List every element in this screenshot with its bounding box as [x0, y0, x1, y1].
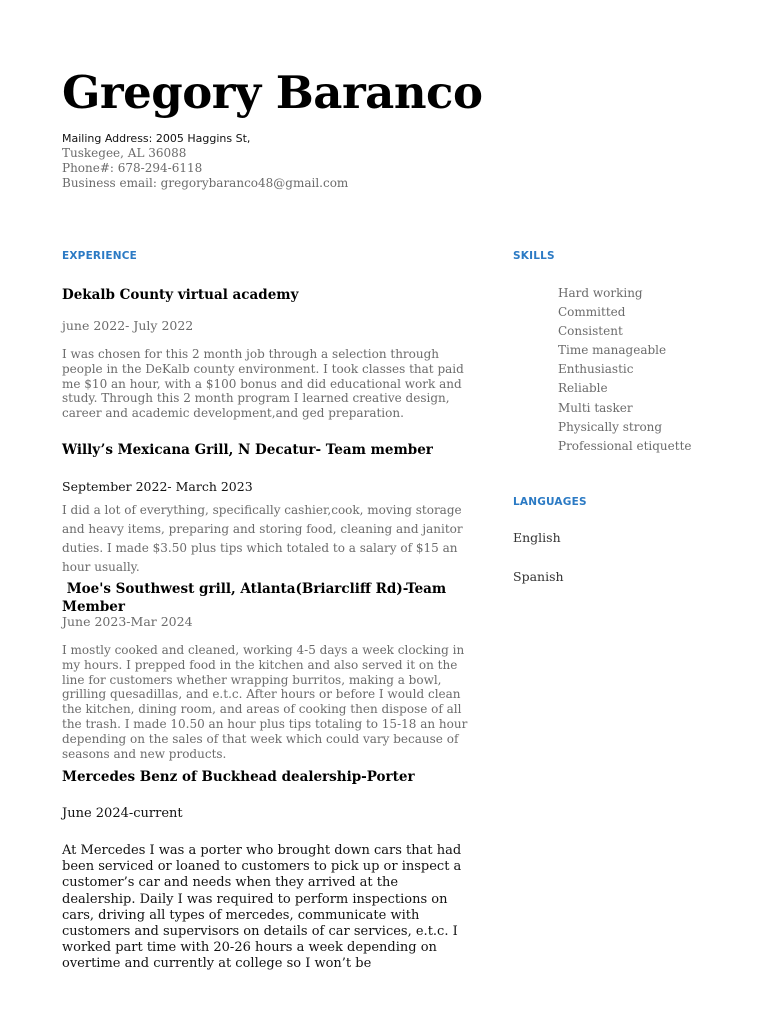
skill-item: Enthusiastic	[558, 362, 634, 377]
job-description-dekalb: I was chosen for this 2 month job through a selection through people in the DeKalb county environment. I took classes that paid me $10 an hour, with a $100 bonus and did educational work and study. Through this 2 month program I learned creative design, career and academic development,and ged preparation.	[62, 347, 464, 421]
mailing-address: Mailing Address: 2005 Haggins St,	[62, 132, 251, 145]
job-title-willys: Willy’s Mexicana Grill, N Decatur- Team member	[62, 442, 433, 458]
language-item-english: English	[513, 530, 561, 545]
skill-item: Reliable	[558, 381, 608, 396]
skill-item: Consistent	[558, 324, 623, 339]
skill-item: Hard working	[558, 286, 643, 300]
business-email: Business email: gregorybaranco48@gmail.com	[62, 176, 349, 190]
skill-item: Time manageable	[558, 343, 667, 358]
job-dates-moes: June 2023-Mar 2024	[62, 614, 193, 629]
job-dates-mercedes: June 2024-current	[62, 806, 183, 821]
contact-block	[62, 131, 348, 191]
city-line: Tuskegee, AL 36088	[62, 146, 187, 160]
job-description-mercedes: At Mercedes I was a porter who brought down cars that had been serviced or loaned to customers to pick up or inspect a customer’s car and needs when they arrived at the dealership. Daily I was required to perform inspections on cars, driving all types of mercedes, communicate with customers and supervisors on details of car services, e.t.c. I worked part time with 20-26 hours a week depending on overtime and currently at college so I won’t be	[62, 843, 462, 972]
languages-heading: LANGUAGES	[513, 496, 587, 508]
job-title-moes: Moe's Southwest grill, Atlanta(Briarcliff Rd)-Team Member	[62, 581, 451, 615]
skills-list	[558, 284, 692, 456]
skill-item: Physically strong	[558, 419, 663, 434]
job-title-mercedes: Mercedes Benz of Buckhead dealership-Porter	[62, 769, 415, 785]
skill-item: Committed	[558, 305, 626, 320]
language-item-spanish: Spanish	[513, 569, 564, 584]
skill-item: Multi tasker	[558, 400, 633, 415]
phone-number: Phone#: 678-294-6118	[62, 161, 203, 175]
applicant-name: Gregory Baranco	[62, 66, 483, 119]
skill-item: Professional etiquette	[558, 438, 692, 453]
skills-heading: SKILLS	[513, 250, 555, 262]
job-description-willys: I did a lot of everything, specifically cashier,cook, moving storage and heavy items, preparing and storing food, cleaning and janitor duties. I made $3.50 plus tips which totaled to a salary of $15 an hour usually.	[62, 503, 463, 574]
job-description-moes: I mostly cooked and cleaned, working 4-5 days a week clocking in my hours. I prepped food in the kitchen and also served it on the line for customers whether wrapping burritos, making a bowl, grilling quesadillas, and e.t.c. After hours or before I would clean the kitchen, dining room, and areas of cooking then dispose of all the trash. I made 10.50 an hour plus tips totaling to 15-18 an hour depending on the sales of that week which could vary because of seasons and new products.	[62, 643, 468, 761]
job-title-dekalb: Dekalb County virtual academy	[62, 287, 299, 303]
job-dates-dekalb: june 2022- July 2022	[62, 318, 194, 333]
experience-heading: EXPERIENCE	[62, 250, 137, 262]
job-dates-willys: September 2022- March 2023	[62, 479, 253, 494]
